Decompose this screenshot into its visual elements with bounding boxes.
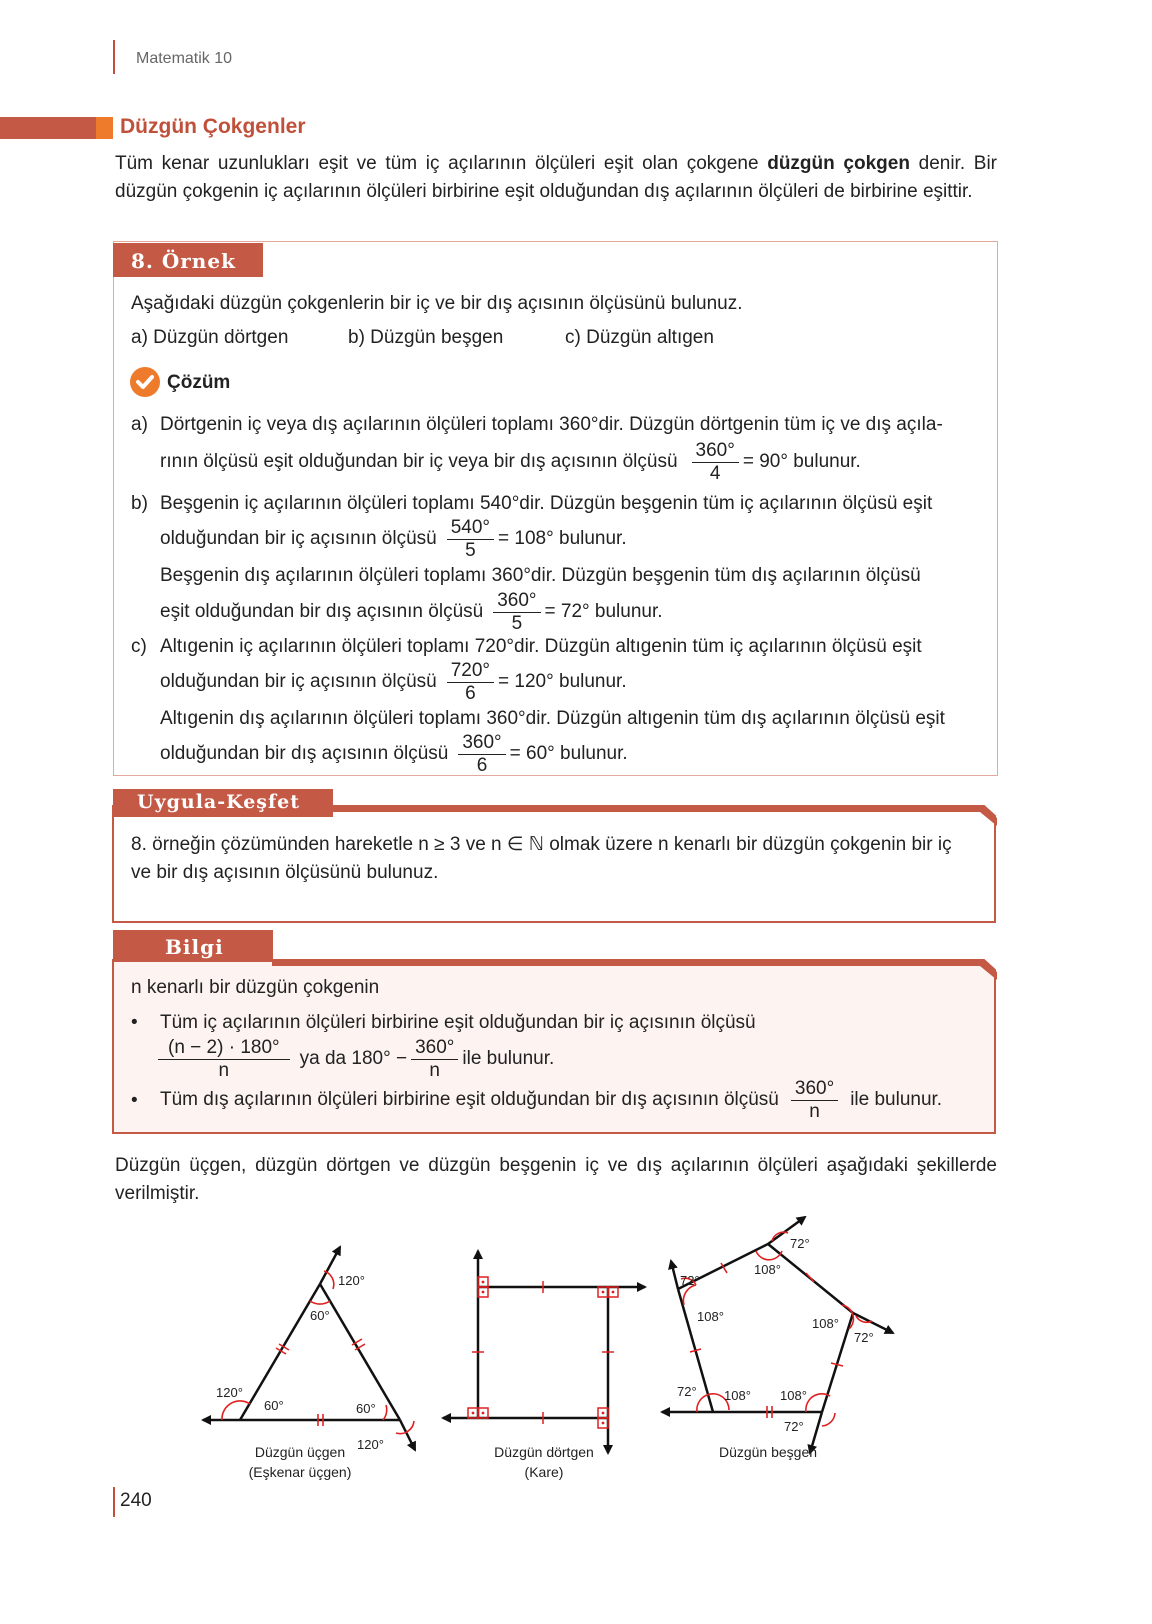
option-b: b) Düzgün beşgen [348,327,504,348]
info-bullet1: Tüm iç açılarının ölçüleri birbirine eşit olduğundan bir iç açısının ölçüsü [160,1012,756,1033]
pent-left-outer: 72° [680,1273,700,1288]
example-tab: 8. Örnek [113,243,263,277]
pent-left-inner: 108° [697,1309,724,1324]
square-marks [468,1277,618,1428]
triangle-caption-1: Düzgün üçgen [254,1444,346,1460]
example-question: Aşağıdaki düzgün çokgenlerin bir iç ve bir dış açısının ölçüsünü bulunuz. [131,293,743,314]
pent-top-inner: 108° [754,1262,781,1277]
sol-b-line4: eşit olduğundan bir dış açısının ölçüsü $\frac{360^\circ}{5}$ = 72° bulunur. [160,589,663,634]
pent-right-outer: 72° [854,1330,874,1345]
info-formula-row: $\frac{(n - 2) \cdot 180^\circ}{n}$ ya da 180° − $\frac{360^\circ}{n}$ ile bulunur. [158,1035,554,1083]
tri-right-outer: 120° [357,1437,384,1452]
option-a: a) Düzgün dörtgen [131,327,289,348]
figures-intro: Düzgün üçgen, düzgün dörtgen ve düzgün beşgenin iç ve dış açılarının ölçüleri aşağıdaki şekillerde verilmiştir. [115,1155,997,1204]
pent-top-outer: 72° [790,1236,810,1251]
info-tab: Bilgi [113,930,273,962]
info-bullet2: Tüm dış açılarının ölçüleri birbirine eşit olduğundan bir dış açısının ölçüsü $\frac{360^\circ}{n}$ ile bulunur. [160,1077,943,1122]
section-marker [96,117,113,139]
section-bar [0,117,96,139]
tri-top-inner: 60° [310,1308,330,1323]
sol-b-label: b) [131,493,148,514]
tri-right-inner: 60° [356,1401,376,1416]
intro-paragraph: Tüm kenar uzunlukları eşit ve tüm iç açılarının ölçüleri eşit olan çokgene düzgün çokgen denir. Bir düzgün çokgenin iç açılarının ölçüleri birbirine eşit olduğundan dış açılarının ölçüleri de birbirine eşittir. [115,153,998,202]
pent-bl-inner: 108° [724,1388,751,1403]
tri-left-outer: 120° [216,1385,243,1400]
sol-b-line3: Beşgenin dış açılarının ölçüleri toplamı 360°dir. Düzgün beşgenin tüm dış açılarının ölçüsü [160,565,921,586]
info-intro: n kenarlı bir düzgün çokgenin [131,977,380,998]
course-title: Matematik 10 [136,50,233,67]
pent-right-inner: 108° [812,1316,839,1331]
square-caption-1: Düzgün dörtgen [494,1444,594,1460]
tri-top-outer: 120° [338,1273,365,1288]
sol-b-line2: olduğundan bir iç açısının ölçüsü $\frac{540^\circ}{5}$ = 108° bulunur. [160,516,627,561]
sol-a-label: a) [131,414,148,435]
sol-c-line3: Altıgenin dış açılarının ölçüleri toplamı 360°dir. Düzgün altıgenin tüm dış açılarının ölçüsü eşit [160,708,945,729]
explore-tab: Uygula-Keşfet [113,789,333,817]
triangle-caption-2: (Eşkenar üçgen) [248,1464,352,1480]
sol-c-label: c) [131,636,147,657]
tri-left-inner: 60° [264,1398,284,1413]
check-icon [130,367,160,397]
sol-c-line2: olduğundan bir iç açısının ölçüsü $\frac{720^\circ}{6}$ = 120° bulunur. [160,659,627,704]
section-title: Düzgün Çokgenler [120,115,306,138]
sol-b-line1: Beşgenin iç açılarının ölçüleri toplamı 540°dir. Düzgün beşgenin tüm iç açılarının ölçüsü eşit [160,493,933,514]
square-caption-2: (Kare) [524,1464,564,1480]
pentagon-caption: Düzgün beşgen [718,1444,818,1460]
explore-line2: ve bir dış açısının ölçüsünü bulunuz. [131,862,439,883]
footer-rule [113,1487,115,1517]
info-bullet2-dot: • [131,1090,138,1111]
header-rule [113,40,115,74]
explore-line1: 8. örneğin çözümünden hareketle n ≥ 3 ve n ∈ ℕ olmak üzere n kenarlı bir düzgün çokgenin bir iç [131,834,952,855]
triangle-marks [222,1271,414,1434]
info-bullet1-dot: • [131,1012,138,1033]
square-dots [472,1281,615,1425]
pent-bl-outer: 72° [677,1384,697,1399]
sol-a-line2: rının ölçüsü eşit olduğundan bir iç veya bir dış açısının ölçüsü $\frac{360^\circ}{4}$ = 90° bulunur. [160,439,861,484]
pent-br-outer: 72° [784,1419,804,1434]
solution-label: Çözüm [167,372,231,393]
sol-c-line4: olduğundan bir dış açısının ölçüsü $\frac{360^\circ}{6}$ = 60° bulunur. [160,731,628,776]
sol-c-line1: Altıgenin iç açılarının ölçüleri toplamı 720°dir. Düzgün altıgenin tüm iç açılarının ölçüsü eşit [160,636,922,657]
page-number: 240 [120,1490,152,1511]
option-c: c) Düzgün altıgen [565,327,714,348]
sol-a-line1: Dörtgenin iç veya dış açılarının ölçüleri toplamı 360°dir. Düzgün dörtgenin tüm iç ve dış açıla- [160,414,943,435]
pent-br-inner: 108° [780,1388,807,1403]
